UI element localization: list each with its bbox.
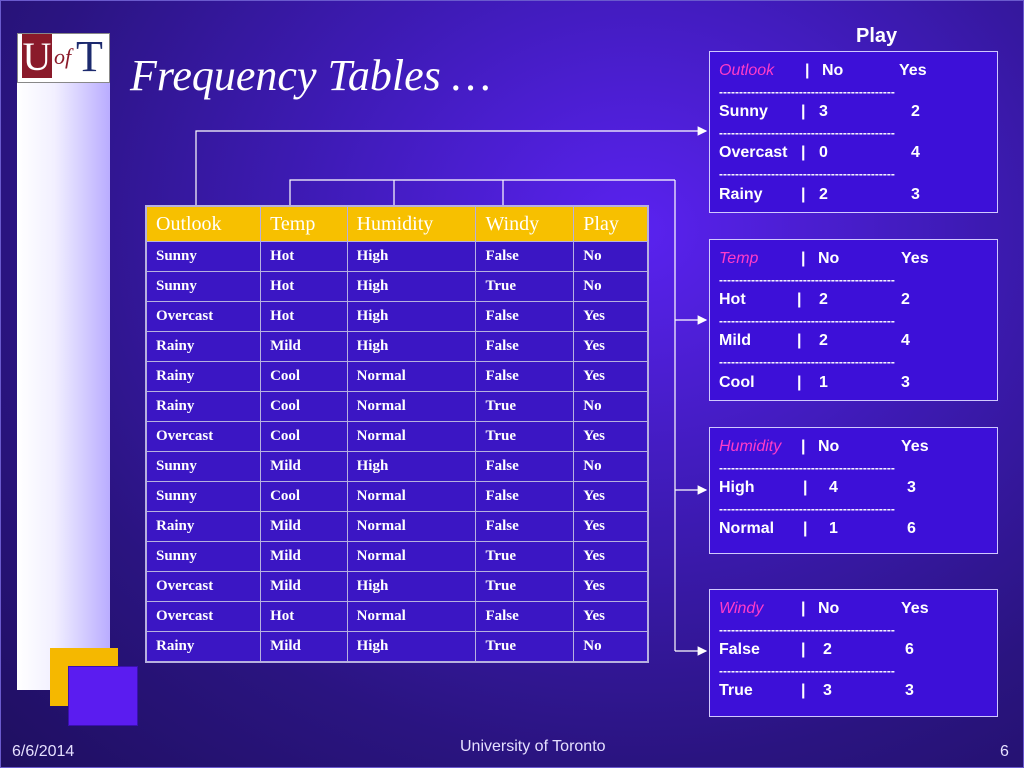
- freq-divider: |: [801, 641, 806, 659]
- table-cell: Rainy: [146, 362, 261, 392]
- freq-value-label: True: [719, 682, 753, 700]
- table-cell: High: [347, 452, 476, 482]
- freq-row: [719, 102, 997, 123]
- table-cell: Sunny: [146, 542, 261, 572]
- col-header: Outlook: [146, 206, 261, 242]
- footer-date: 6/6/2014: [12, 743, 75, 760]
- table-cell: No: [574, 452, 648, 482]
- table-cell: Rainy: [146, 332, 261, 362]
- freq-col-yes: Yes: [901, 438, 929, 455]
- table-cell: Yes: [574, 572, 648, 602]
- table-cell: Yes: [574, 602, 648, 632]
- freq-attribute-label: Outlook: [719, 62, 775, 79]
- table-cell: High: [347, 332, 476, 362]
- freq-count-yes: 4: [901, 332, 910, 350]
- freq-col-no: No: [822, 62, 844, 79]
- table-cell: True: [476, 632, 574, 663]
- freq-divider: |: [801, 250, 806, 267]
- freq-separator: --------------------------------------------: [719, 166, 895, 181]
- table-row: [146, 422, 648, 452]
- freq-separator: --------------------------------------------: [719, 663, 895, 678]
- table-cell: Hot: [261, 242, 348, 272]
- freq-count-yes: 2: [901, 291, 910, 309]
- freq-divider: |: [801, 185, 806, 203]
- table-cell: Hot: [261, 602, 348, 632]
- col-header: Humidity: [347, 206, 476, 242]
- table-cell: False: [476, 482, 574, 512]
- table-row: [146, 602, 648, 632]
- freq-header-row: [719, 599, 997, 620]
- freq-count-no: 0: [819, 144, 828, 162]
- freq-value-label: High: [719, 479, 755, 497]
- table-cell: Rainy: [146, 512, 261, 542]
- table-cell: High: [347, 272, 476, 302]
- table-cell: High: [347, 242, 476, 272]
- table-cell: No: [574, 272, 648, 302]
- freq-col-no: No: [818, 250, 840, 267]
- freq-separator: --------------------------------------------: [719, 313, 895, 328]
- table-cell: False: [476, 242, 574, 272]
- freq-col-yes: Yes: [901, 250, 929, 267]
- freq-count-no: 3: [819, 103, 828, 121]
- slide-title: Frequency Tables …: [130, 51, 491, 100]
- freq-count-no: 2: [819, 332, 828, 350]
- table-row: [146, 632, 648, 663]
- table-cell: Mild: [261, 512, 348, 542]
- table-cell: Mild: [261, 452, 348, 482]
- freq-value-label: Overcast: [719, 144, 788, 162]
- table-cell: Normal: [347, 362, 476, 392]
- table-cell: Sunny: [146, 452, 261, 482]
- freq-count-no: 1: [829, 520, 838, 538]
- table-cell: Normal: [347, 542, 476, 572]
- table-cell: False: [476, 332, 574, 362]
- freq-value-label: Hot: [719, 291, 746, 309]
- freq-divider: |: [803, 479, 808, 497]
- table-row: [146, 512, 648, 542]
- freq-header-row: [719, 61, 997, 82]
- table-cell: Mild: [261, 632, 348, 663]
- col-header: Windy: [476, 206, 574, 242]
- table-cell: Sunny: [146, 242, 261, 272]
- table-row: [146, 452, 648, 482]
- table-cell: Yes: [574, 542, 648, 572]
- table-cell: Sunny: [146, 482, 261, 512]
- table-cell: False: [476, 602, 574, 632]
- freq-table-humidity: [709, 427, 998, 554]
- table-cell: Yes: [574, 422, 648, 452]
- freq-header-row: [719, 249, 997, 270]
- table-cell: True: [476, 272, 574, 302]
- table-cell: True: [476, 542, 574, 572]
- freq-divider: |: [801, 438, 806, 455]
- table-cell: No: [574, 392, 648, 422]
- freq-row: [719, 331, 997, 352]
- connector-outlook: [196, 131, 706, 205]
- freq-row: [719, 185, 997, 206]
- freq-separator: --------------------------------------------: [719, 272, 895, 287]
- freq-value-label: Mild: [719, 332, 751, 350]
- table-row: [146, 272, 648, 302]
- freq-count-no: 2: [823, 641, 832, 659]
- freq-divider: |: [797, 373, 802, 391]
- logo-t: T: [76, 32, 103, 81]
- freq-divider: |: [803, 520, 808, 538]
- freq-divider: |: [801, 144, 806, 162]
- table-row: [146, 542, 648, 572]
- freq-table-windy: [709, 589, 998, 717]
- table-cell: True: [476, 572, 574, 602]
- table-cell: True: [476, 422, 574, 452]
- table-cell: No: [574, 242, 648, 272]
- freq-attribute-label: Humidity: [719, 438, 782, 455]
- table-cell: Yes: [574, 302, 648, 332]
- table-cell: Overcast: [146, 602, 261, 632]
- table-cell: High: [347, 572, 476, 602]
- freq-count-yes: 3: [911, 185, 920, 203]
- table-cell: Yes: [574, 332, 648, 362]
- footer-university: University of Toronto: [460, 738, 606, 755]
- table-row: [146, 392, 648, 422]
- table-cell: Normal: [347, 392, 476, 422]
- freq-count-no: 1: [819, 373, 828, 391]
- freq-count-yes: 3: [907, 479, 916, 497]
- footer-page-number: 6: [1000, 743, 1009, 760]
- table-cell: Rainy: [146, 632, 261, 663]
- freq-col-no: No: [818, 600, 840, 617]
- freq-separator: --------------------------------------------: [719, 501, 895, 516]
- freq-divider: |: [801, 103, 806, 121]
- table-row: [146, 572, 648, 602]
- freq-separator: --------------------------------------------: [719, 622, 895, 637]
- table-cell: High: [347, 302, 476, 332]
- table-cell: False: [476, 512, 574, 542]
- freq-row: [719, 519, 997, 540]
- table-row: [146, 332, 648, 362]
- table-cell: True: [476, 392, 574, 422]
- table-cell: Overcast: [146, 302, 261, 332]
- table-cell: Normal: [347, 482, 476, 512]
- col-header: Play: [574, 206, 648, 242]
- table-cell: Normal: [347, 512, 476, 542]
- table-row: [146, 482, 648, 512]
- freq-count-yes: 2: [911, 103, 920, 121]
- freq-count-yes: 3: [905, 682, 914, 700]
- weather-data-table: [145, 205, 649, 663]
- table-cell: False: [476, 302, 574, 332]
- table-cell: Normal: [347, 602, 476, 632]
- table-cell: Sunny: [146, 272, 261, 302]
- play-label: Play: [856, 25, 898, 47]
- table-header-row: [146, 206, 648, 242]
- freq-separator: --------------------------------------------: [719, 460, 895, 475]
- freq-row: [719, 478, 997, 499]
- table-row: [146, 242, 648, 272]
- table-cell: Overcast: [146, 422, 261, 452]
- freq-row: [719, 143, 997, 164]
- table-row: [146, 302, 648, 332]
- freq-col-yes: Yes: [899, 62, 927, 79]
- freq-separator: --------------------------------------------: [719, 125, 895, 140]
- freq-divider: |: [805, 62, 810, 79]
- freq-divider: |: [797, 291, 802, 309]
- freq-divider: |: [797, 332, 802, 350]
- freq-count-yes: 6: [905, 641, 914, 659]
- freq-value-label: Cool: [719, 373, 755, 391]
- table-cell: Cool: [261, 482, 348, 512]
- freq-separator: --------------------------------------------: [719, 84, 895, 99]
- freq-row: [719, 640, 997, 661]
- freq-row: [719, 290, 997, 311]
- col-header: Temp: [261, 206, 348, 242]
- table-cell: Cool: [261, 422, 348, 452]
- table-cell: Mild: [261, 542, 348, 572]
- table-cell: False: [476, 452, 574, 482]
- table-cell: Hot: [261, 272, 348, 302]
- freq-count-no: 4: [829, 479, 838, 497]
- freq-attribute-label: Windy: [719, 600, 764, 617]
- freq-count-yes: 3: [901, 373, 910, 391]
- freq-divider: |: [801, 600, 806, 617]
- freq-divider: |: [801, 682, 806, 700]
- table-cell: Yes: [574, 362, 648, 392]
- logo-of: of: [54, 44, 72, 69]
- freq-count-no: 2: [819, 291, 828, 309]
- freq-row: [719, 373, 997, 394]
- freq-count-no: 2: [819, 185, 828, 203]
- table-cell: False: [476, 362, 574, 392]
- freq-value-label: Rainy: [719, 185, 763, 203]
- freq-attribute-label: Temp: [719, 250, 759, 267]
- table-cell: Mild: [261, 572, 348, 602]
- freq-row: [719, 681, 997, 702]
- freq-col-yes: Yes: [901, 600, 929, 617]
- freq-count-no: 3: [823, 682, 832, 700]
- table-cell: Cool: [261, 392, 348, 422]
- connector-top-bar: [290, 180, 675, 205]
- freq-value-label: Sunny: [719, 103, 768, 121]
- freq-header-row: [719, 437, 997, 458]
- table-cell: No: [574, 632, 648, 663]
- table-cell: Hot: [261, 302, 348, 332]
- table-cell: Overcast: [146, 572, 261, 602]
- logo-u: U: [22, 34, 52, 79]
- table-cell: High: [347, 632, 476, 663]
- freq-col-no: No: [818, 438, 840, 455]
- freq-count-yes: 6: [907, 520, 916, 538]
- freq-table-outlook: [709, 51, 998, 213]
- table-cell: Normal: [347, 422, 476, 452]
- freq-table-temp: [709, 239, 998, 401]
- freq-separator: --------------------------------------------: [719, 354, 895, 369]
- table-cell: Rainy: [146, 392, 261, 422]
- table-cell: Cool: [261, 362, 348, 392]
- table-row: [146, 362, 648, 392]
- freq-count-yes: 4: [911, 144, 920, 162]
- freq-value-label: False: [719, 641, 760, 659]
- freq-value-label: Normal: [719, 520, 775, 538]
- table-cell: Mild: [261, 332, 348, 362]
- table-cell: Yes: [574, 482, 648, 512]
- table-cell: Yes: [574, 512, 648, 542]
